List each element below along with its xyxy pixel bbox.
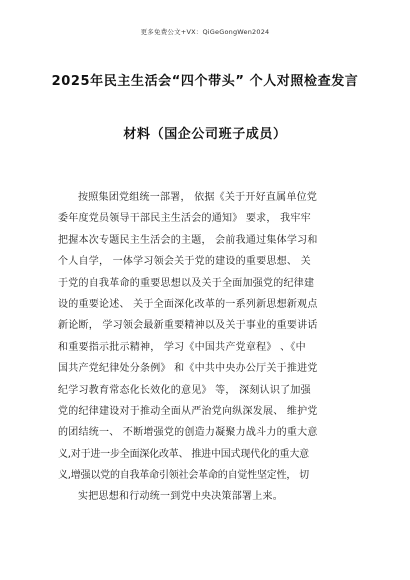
body-line: 党的纪律建设对于推动全面从严治党向纵深发展、 维护党 — [58, 405, 318, 417]
body-line: 按照集团党组统一部署， 依据《关于开好直属单位党 — [78, 192, 318, 203]
body-line: 新论断， 学习领会最新重要精神以及关于事业的重要讲话 — [58, 320, 318, 332]
body-line: 纪学习教育常态化长效化的意见》 等， 深刻认识了加强 — [58, 384, 311, 396]
body-line: 的团结统一、 不断增强党的创造力凝聚力战斗力的重大意 — [58, 427, 318, 439]
body-line: 实把思想和行动统一到党中央决策部署上来。 — [78, 491, 283, 503]
body-line: 设的重要论述、 关于全面深化改革的一系列新思想新观点 — [58, 298, 318, 310]
document-title-line-2: 材料（国企公司班子成员） — [123, 127, 287, 142]
header-note: 更多免费公文+VX：QiGeGongWen2024 — [140, 28, 270, 36]
body-line: 于党的自我革命的重要思想以及关于全面加强党的纪律建 — [58, 277, 315, 289]
body-line: 国共产党纪律处分条例》 和《中共中央办公厅关于推进党 — [58, 363, 318, 375]
body-line: 把握本次专题民主生活会的主题， 会前我通过集体学习和 — [58, 234, 318, 246]
body-line: 委年度党员领导干部民主生活会的通知》 要求， 我牢牢 — [58, 213, 311, 225]
body-line: 个人自学， 一体学习领会关于党的建设的重要思想、 关 — [58, 256, 311, 268]
body-paragraph — [58, 187, 358, 508]
body-line: 义,对于进一步全面深化改革、 推进中国式现代化的重大意 — [58, 448, 309, 460]
body-line: 和重要指示批示精神， 学习《中国共产党章程》 、《中 — [58, 341, 306, 353]
document-title-line-1: 2025年民主生活会“四个带头” 个人对照检查发言 — [51, 74, 359, 89]
body-line: 义,增强以党的自我革命引领社会革命的自觉性坚定性， 切 — [58, 470, 309, 482]
